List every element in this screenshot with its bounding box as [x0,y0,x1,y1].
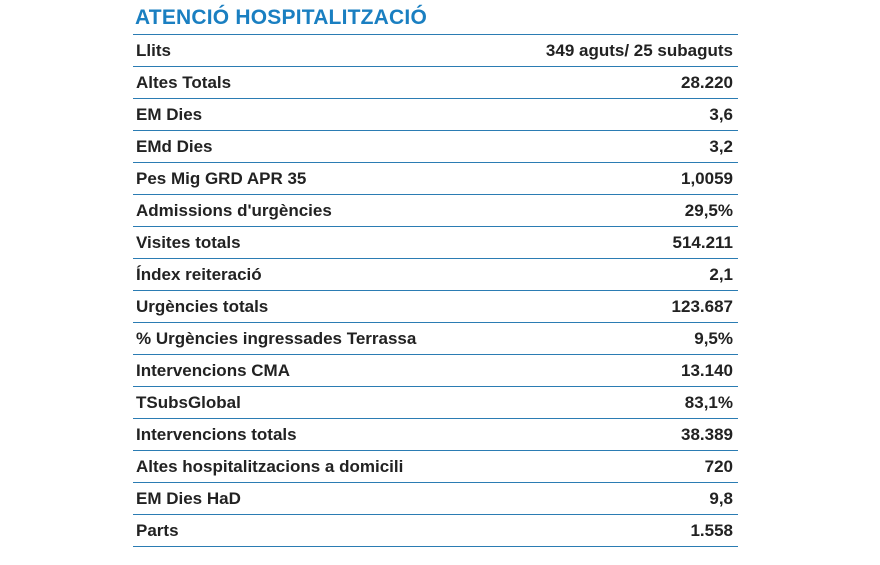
row-label: EMd Dies [136,136,213,156]
row-value: 1.558 [690,520,733,540]
table-row [133,387,738,419]
row-label: Intervencions totals [136,424,297,444]
row-label: EM Dies [136,104,203,124]
row-value: 123.687 [671,296,733,316]
table-row [133,323,738,355]
row-label: Admissions d'urgències [136,200,332,220]
row-value: 9,8 [709,488,733,508]
row-label: Visites totals [136,232,241,252]
table-body [133,34,738,547]
table-row [133,195,738,227]
table-row [133,163,738,195]
row-label: Pes Mig GRD APR 35 [136,168,307,188]
row-label: % Urgències ingressades Terrassa [136,328,417,348]
row-value: 3,6 [709,104,733,124]
row-value: 28.220 [681,72,733,92]
table-row [133,291,738,323]
table-title: ATENCIÓ HOSPITALITZACIÓ [135,6,427,29]
row-value: 29,5% [684,200,733,220]
row-value: 13.140 [681,360,733,380]
table-row [133,483,738,515]
table-row [133,259,738,291]
row-value: 514.211 [672,232,733,252]
row-value: 349 aguts/ 25 subaguts [545,40,733,60]
hospitalization-table-panel [133,4,738,547]
row-value: 3,2 [709,136,733,156]
table-row [133,131,738,163]
row-label: Parts [136,520,179,540]
row-label: EM Dies HaD [136,488,241,508]
table-row [133,67,738,99]
row-label: Altes Totals [136,72,232,92]
row-value: 9,5% [694,328,733,348]
row-label: Altes hospitalitzacions a domicili [136,456,404,476]
row-label: Intervencions CMA [136,360,290,380]
row-label: Llits [136,40,171,60]
row-label: Índex reiteració [136,264,262,284]
row-label: TSubsGlobal [136,392,241,412]
table-row [133,419,738,451]
table-row [133,451,738,483]
table-row [133,99,738,131]
row-value: 83,1% [684,392,733,412]
row-value: 2,1 [709,264,733,284]
row-value: 38.389 [681,424,733,444]
row-value: 1,0059 [681,168,733,188]
table-row [133,227,738,259]
table-row [133,355,738,387]
row-value: 720 [704,456,733,476]
row-label: Urgències totals [136,296,269,316]
table-row [133,35,738,67]
table-row [133,515,738,547]
